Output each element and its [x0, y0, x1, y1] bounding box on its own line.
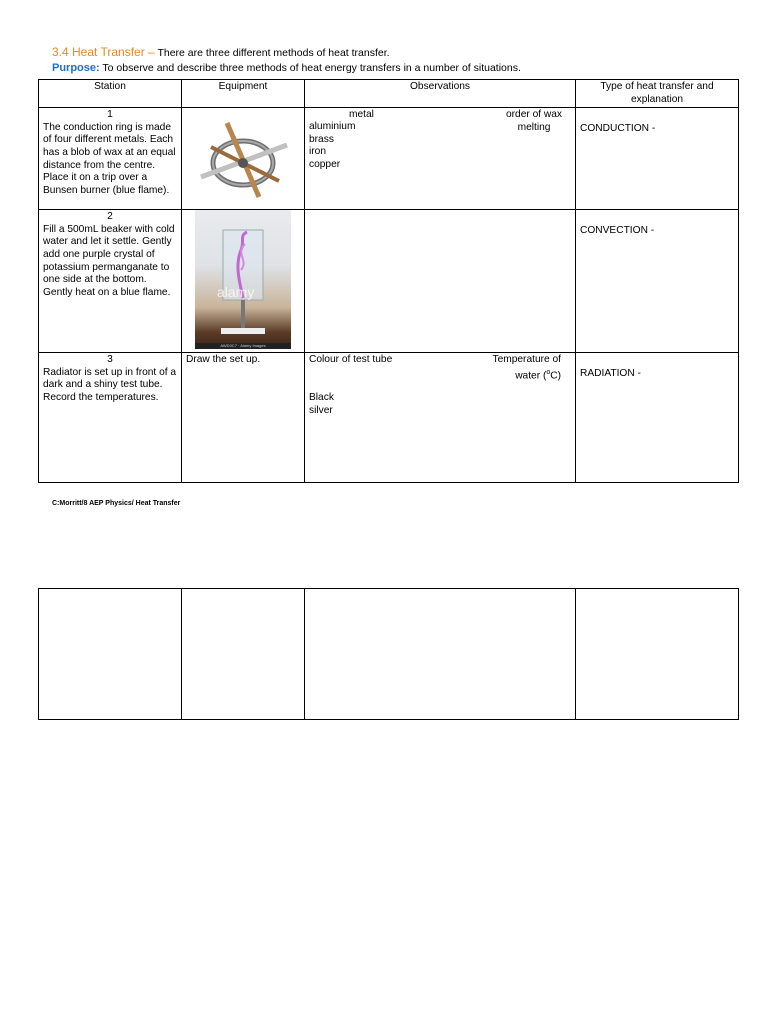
heading-subtitle: There are three different methods of heat transfer. — [154, 47, 390, 59]
metal-item: brass — [309, 133, 334, 145]
purpose-line — [52, 62, 521, 74]
table-row — [39, 353, 739, 483]
station-cell — [39, 353, 182, 483]
station-cell — [39, 210, 182, 353]
photo-credit-strip: AWD0C7 · Alamy Images — [195, 343, 291, 349]
header-observations: Observations — [305, 80, 576, 108]
blank-cell — [576, 589, 739, 720]
metal-item: copper — [309, 158, 341, 170]
blank-table — [38, 588, 739, 720]
type-cell — [576, 353, 739, 483]
observations-cell — [305, 210, 576, 353]
metal-item: aluminium — [309, 121, 356, 133]
page-heading — [52, 45, 390, 59]
metal-item: iron — [309, 146, 326, 158]
obs-header-temperature — [492, 354, 561, 383]
table-row — [39, 210, 739, 353]
type-convection: CONVECTION - — [580, 225, 655, 237]
table-row — [39, 108, 739, 210]
station-description: Fill a 500mL beaker with cold water and let it settle. Gently add one purple crystal of potassium permanganate to one side at the bottom. Gently heat on a blue flame. — [43, 223, 175, 298]
equipment-cell — [182, 210, 305, 353]
type-conduction: CONDUCTION - — [580, 123, 656, 135]
type-cell — [576, 108, 739, 210]
type-radiation: RADIATION - — [580, 368, 641, 380]
station-number: 1 — [107, 109, 113, 121]
table-row — [39, 589, 739, 720]
degree-sup: o — [546, 368, 551, 376]
beaker-photo — [195, 210, 291, 349]
observations-cell — [305, 108, 576, 210]
station-number: 2 — [107, 211, 113, 223]
conduction-ring-image — [195, 119, 291, 199]
observations-cell — [305, 353, 576, 483]
obs-header-metal: metal — [349, 109, 374, 121]
purpose-text: To observe and describe three methods of heat energy transfers in a number of situations. — [99, 62, 521, 74]
heat-transfer-table — [38, 79, 739, 483]
header-station: Station — [39, 80, 182, 108]
header-type: Type of heat transfer and explanation — [576, 80, 739, 108]
type-cell — [576, 210, 739, 353]
equipment-cell — [182, 108, 305, 210]
tube-colour-item: silver — [309, 404, 333, 416]
equipment-instruction: Draw the set up. — [186, 354, 261, 366]
temp-label-b: water ( — [515, 370, 547, 382]
blank-cell — [182, 589, 305, 720]
temp-label-a: Temperature of — [492, 354, 561, 366]
station-cell — [39, 108, 182, 210]
station-number: 3 — [107, 354, 113, 366]
station-description: The conduction ring is made of four different metals. Each has a blob of wax at an equal distance from the centre. Place it on a trip over a Bunsen burner (blue flame). — [43, 121, 176, 196]
table-header-row — [39, 80, 739, 108]
station-description: Radiator is set up in front of a dark and a shiny test tube. Record the temperatures. — [43, 366, 177, 403]
footer-path: C:Morritt/8 AEP Physics/ Heat Transfer — [52, 500, 181, 507]
equipment-cell — [182, 353, 305, 483]
photo-watermark: alamy — [217, 284, 255, 301]
obs-header-order: order of wax melting — [505, 109, 563, 133]
temp-label-c: C) — [550, 370, 561, 382]
obs-header-colour: Colour of test tube — [309, 354, 393, 366]
blank-cell — [39, 589, 182, 720]
heading-title: 3.4 Heat Transfer – — [52, 45, 155, 59]
tube-colour-item: Black — [309, 392, 334, 404]
blank-cell — [305, 589, 576, 720]
header-equipment: Equipment — [182, 80, 305, 108]
purpose-label: Purpose: — [52, 62, 100, 74]
